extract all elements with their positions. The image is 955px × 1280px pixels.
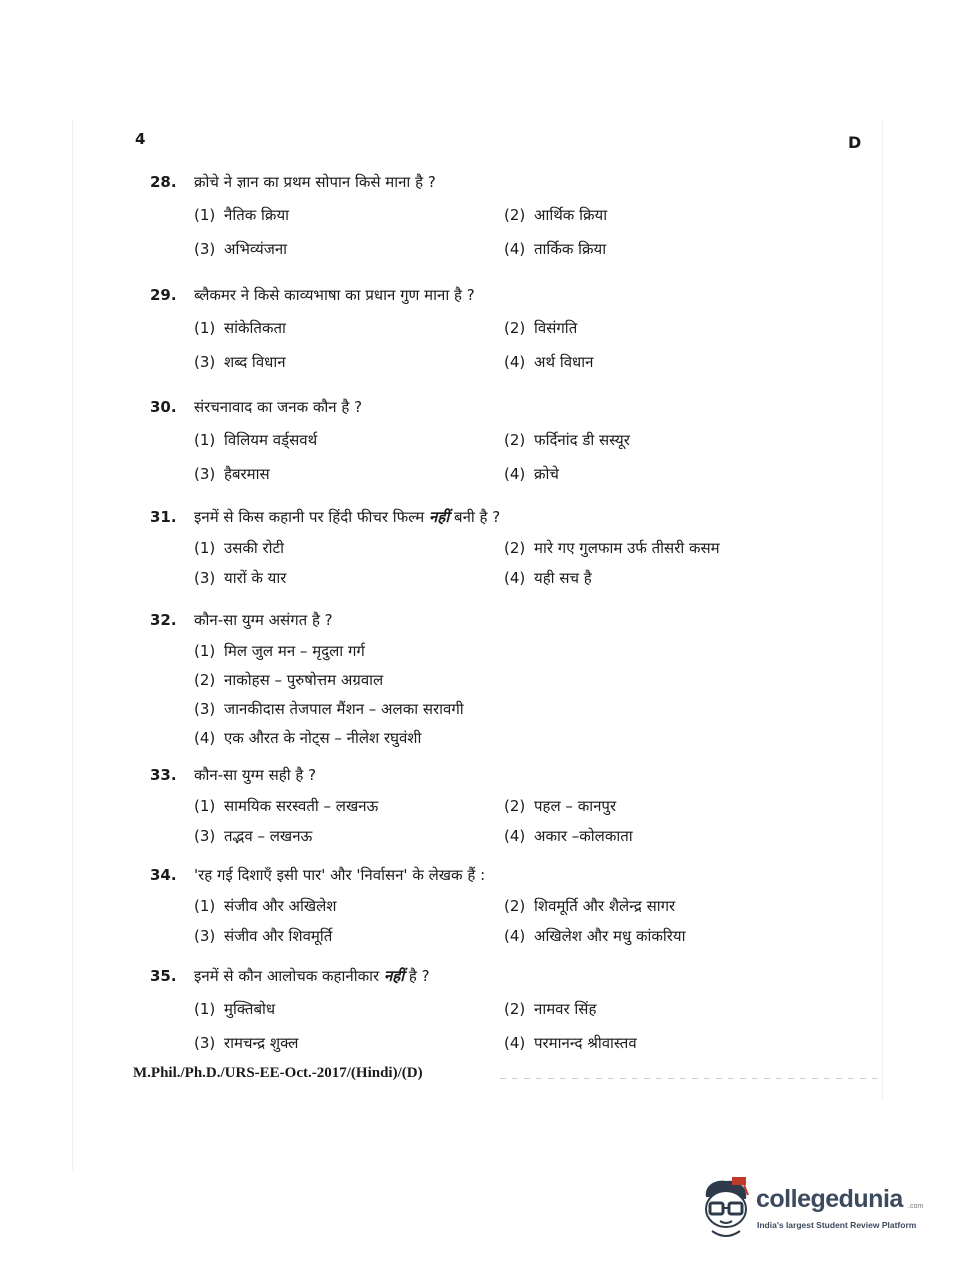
question-text-part: है ? xyxy=(408,967,430,985)
option-2 xyxy=(504,791,834,821)
option-number: (3) xyxy=(194,1034,216,1052)
question-emphasis: नहीं xyxy=(429,508,450,526)
mascot-icon xyxy=(698,1175,754,1245)
option-1 xyxy=(194,992,504,1026)
option-number: (1) xyxy=(194,1000,216,1018)
option-number: (1) xyxy=(194,431,216,449)
option-1 xyxy=(194,636,834,665)
question-number: 33. xyxy=(150,766,177,784)
option-number: (4) xyxy=(194,728,216,747)
option-2 xyxy=(504,423,834,457)
option-2 xyxy=(504,533,834,563)
option-1 xyxy=(194,311,504,345)
question-29 xyxy=(150,285,830,379)
option-2 xyxy=(194,665,834,694)
option-text: नामवर सिंह xyxy=(534,1000,597,1018)
option-3 xyxy=(194,232,504,266)
question-28 xyxy=(150,172,830,266)
option-number: (2) xyxy=(504,897,526,915)
set-code: D xyxy=(848,133,862,152)
option-number: (2) xyxy=(504,206,526,224)
question-text-part: इनमें से कौन आलोचक कहानीकार xyxy=(194,967,380,985)
option-text: आर्थिक क्रिया xyxy=(534,206,608,224)
option-text: अकार –कोलकाता xyxy=(534,827,633,845)
question-text: कौन-सा युग्म असंगत है ? xyxy=(194,611,333,629)
option-number: (4) xyxy=(504,569,526,587)
option-text: जानकीदास तेजपाल मैंशन – अलका सरावगी xyxy=(224,699,464,718)
question-emphasis: नहीं xyxy=(383,967,405,985)
option-4 xyxy=(504,1026,834,1060)
option-number: (3) xyxy=(194,699,216,718)
question-text xyxy=(194,507,830,527)
option-number: (1) xyxy=(194,797,216,815)
option-number: (1) xyxy=(194,897,216,915)
option-text: यारों के यार xyxy=(224,569,287,587)
question-number: 34. xyxy=(150,866,177,884)
question-text: 'रह गई दिशाएँ इसी पार' और 'निर्वासन' के लेखक हैं : xyxy=(194,866,486,884)
page-edge-right xyxy=(882,120,883,1100)
option-2 xyxy=(504,311,834,345)
question-text: ब्लैकमर ने किसे काव्यभाषा का प्रधान गुण माना है ? xyxy=(194,286,475,304)
option-3 xyxy=(194,694,834,723)
option-3 xyxy=(194,345,504,379)
page-number: 4 xyxy=(135,130,146,148)
page-edge-left xyxy=(72,120,73,1170)
option-4 xyxy=(504,345,834,379)
option-3 xyxy=(194,921,504,951)
question-number: 30. xyxy=(150,398,177,416)
option-text: विलियम वर्ड्सवर्थ xyxy=(224,431,318,449)
option-text: सामयिक सरस्वती – लखनऊ xyxy=(224,797,379,815)
option-text: सांकेतिकता xyxy=(224,319,286,337)
option-text: नाकोहस – पुरुषोत्तम अग्रवाल xyxy=(224,670,384,689)
option-1 xyxy=(194,891,504,921)
option-1 xyxy=(194,423,504,457)
question-33 xyxy=(150,765,830,851)
options-grid xyxy=(150,891,830,951)
option-number: (1) xyxy=(194,539,216,557)
option-number: (4) xyxy=(504,1034,526,1052)
option-4 xyxy=(504,232,834,266)
option-2 xyxy=(504,198,834,232)
question-34 xyxy=(150,865,830,951)
options-grid xyxy=(150,992,830,1060)
option-text: एक औरत के नोट्स – नीलेश रघुवंशी xyxy=(224,728,422,747)
option-1 xyxy=(194,198,504,232)
option-number: (2) xyxy=(504,1000,526,1018)
question-30 xyxy=(150,397,830,491)
question-31 xyxy=(150,507,830,593)
option-4 xyxy=(504,457,834,491)
question-number: 29. xyxy=(150,286,177,304)
option-text: परमानन्द श्रीवास्तव xyxy=(534,1034,637,1052)
question-text: क्रोचे ने ज्ञान का प्रथम सोपान किसे माना है ? xyxy=(194,173,436,191)
option-text: विसंगति xyxy=(534,319,578,337)
option-number: (4) xyxy=(504,927,526,945)
option-3 xyxy=(194,563,504,593)
option-4 xyxy=(194,723,834,752)
option-text: शब्द विधान xyxy=(224,353,286,371)
option-3 xyxy=(194,821,504,851)
option-number: (2) xyxy=(194,670,216,689)
option-number: (3) xyxy=(194,569,216,587)
option-text: तद्भव – लखनऊ xyxy=(224,827,313,845)
option-text: तार्किक क्रिया xyxy=(534,240,607,258)
options-list xyxy=(150,636,830,752)
question-number: 32. xyxy=(150,611,177,629)
option-text: मिल जुल मन – मृदुला गर्ग xyxy=(224,641,365,660)
option-3 xyxy=(194,457,504,491)
option-number: (4) xyxy=(504,240,526,258)
option-text: मारे गए गुलफाम उर्फ तीसरी कसम xyxy=(534,539,720,557)
option-1 xyxy=(194,791,504,821)
option-2 xyxy=(504,992,834,1026)
options-grid xyxy=(150,791,830,851)
option-number: (1) xyxy=(194,206,216,224)
question-32 xyxy=(150,610,830,752)
option-number: (3) xyxy=(194,827,216,845)
option-4 xyxy=(504,921,834,951)
options-grid xyxy=(150,423,830,491)
option-number: (3) xyxy=(194,927,216,945)
question-text: कौन-सा युग्म सही है ? xyxy=(194,766,317,784)
option-text: नैतिक क्रिया xyxy=(224,206,290,224)
option-text: संजीव और शिवमूर्ति xyxy=(224,927,333,945)
option-text: रामचन्द्र शुक्ल xyxy=(224,1034,299,1052)
option-text: क्रोचे xyxy=(534,465,559,483)
option-number: (2) xyxy=(504,539,526,557)
question-text-part: बनी है ? xyxy=(454,508,501,526)
option-text: अभिव्यंजना xyxy=(224,240,288,258)
options-grid xyxy=(150,533,830,593)
option-number: (3) xyxy=(194,353,216,371)
question-text-part: इनमें से किस कहानी पर हिंदी फीचर फिल्म xyxy=(194,508,425,526)
option-number: (1) xyxy=(194,319,216,337)
question-text xyxy=(194,966,830,986)
question-text: संरचनावाद का जनक कौन है ? xyxy=(194,398,363,416)
option-text: यही सच है xyxy=(534,569,592,587)
option-text: हैबरमास xyxy=(224,465,270,483)
brand-suffix: .com xyxy=(908,1203,924,1210)
paper-code: M.Phil./Ph.D./URS-EE-Oct.-2017/(Hindi)/(D) xyxy=(133,1065,423,1081)
options-grid xyxy=(150,198,830,266)
option-number: (2) xyxy=(504,797,526,815)
option-2 xyxy=(504,891,834,921)
option-number: (3) xyxy=(194,465,216,483)
option-4 xyxy=(504,821,834,851)
brand-name: collegedunia xyxy=(756,1185,903,1213)
option-text: पहल – कानपुर xyxy=(534,797,617,815)
option-number: (4) xyxy=(504,465,526,483)
option-number: (2) xyxy=(504,431,526,449)
option-number: (3) xyxy=(194,240,216,258)
option-text: उसकी रोटी xyxy=(224,539,284,557)
option-text: संजीव और अखिलेश xyxy=(224,897,337,915)
option-text: अखिलेश और मधु कांकरिया xyxy=(534,927,686,945)
option-4 xyxy=(504,563,834,593)
option-text: अर्थ विधान xyxy=(534,353,594,371)
option-number: (4) xyxy=(504,827,526,845)
option-number: (4) xyxy=(504,353,526,371)
option-1 xyxy=(194,533,504,563)
collegedunia-watermark xyxy=(698,1175,928,1245)
question-number: 35. xyxy=(150,967,177,985)
option-text: फर्दिनांद डी सस्यूर xyxy=(534,431,630,449)
option-3 xyxy=(194,1026,504,1060)
option-text: शिवमूर्ति और शैलेन्द्र सागर xyxy=(534,897,676,915)
brand-tagline: India's largest Student Review Platform xyxy=(757,1220,917,1230)
question-number: 31. xyxy=(150,508,177,526)
faint-bleed-line xyxy=(500,1078,880,1079)
option-number: (2) xyxy=(504,319,526,337)
question-number: 28. xyxy=(150,173,177,191)
option-text: मुक्तिबोध xyxy=(224,1000,276,1018)
question-35 xyxy=(150,966,830,1060)
option-number: (1) xyxy=(194,641,216,660)
options-grid xyxy=(150,311,830,379)
